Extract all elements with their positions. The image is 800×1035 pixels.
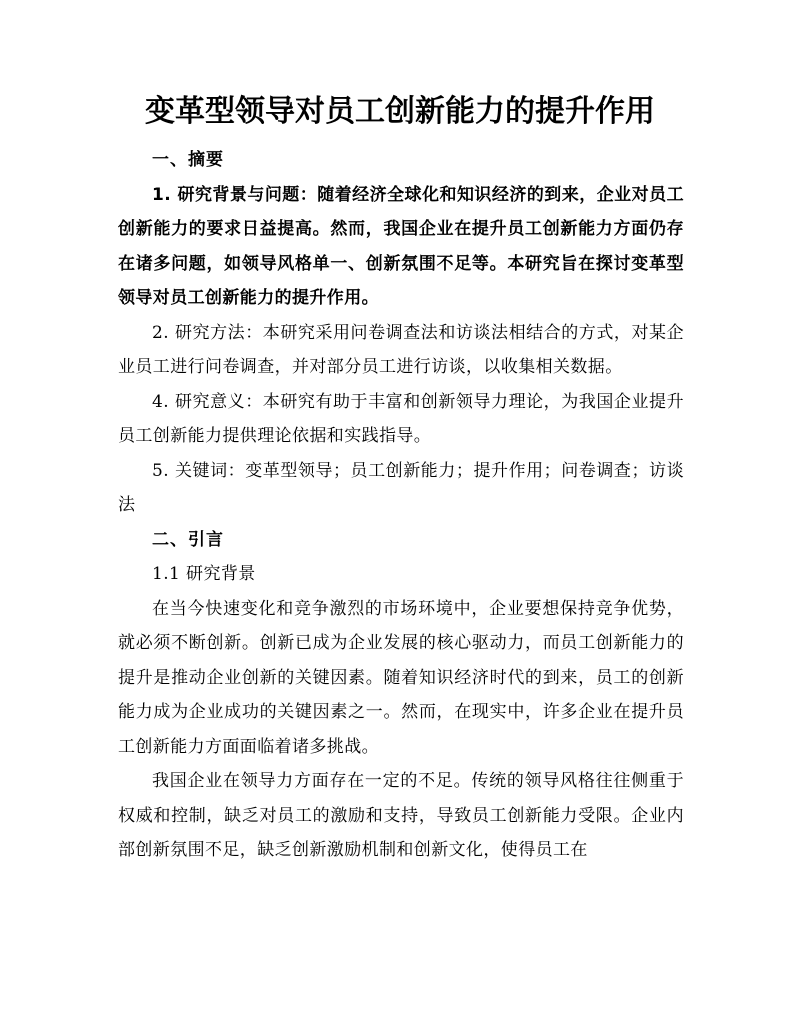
intro-paragraph-2: 我国企业在领导力方面存在一定的不足。传统的领导风格往往侧重于权威和控制，缺乏对员工的激励和支持，导致员工创新能力受限。企业内部创新氛围不足，缺乏创新激励机制和创新文化，使得员工在 — [118, 771, 684, 860]
abstract-item-5: 5. 关键词：变革型领导；员工创新能力；提升作用；问卷调查；访谈法 — [118, 460, 684, 515]
section-heading-intro: 二、引言 — [152, 529, 224, 550]
subsection-heading-1-1: 1.1 研究背景 — [152, 564, 256, 584]
document-body — [118, 143, 684, 868]
intro-paragraph-1: 在当今快速变化和竞争激烈的市场环境中，企业要想保持竞争优势，就必须不断创新。创新已成为企业发展的核心驱动力，而员工创新能力的提升是推动企业创新的关键因素。随着知识经济时代的到来，员工的创新能力成为企业成功的关键因素之一。然而，在现实中，许多企业在提升员工创新能力方面面临着诸多挑战。 — [118, 598, 684, 757]
abstract-item-2: 2. 研究方法：本研究采用问卷调查法和访谈法相结合的方式，对某企业员工进行问卷调查，并对部分员工进行访谈，以收集相关数据。 — [118, 322, 684, 377]
section-heading-abstract: 一、摘要 — [152, 150, 224, 170]
abstract-item-1: 1. 研究背景与问题：随着经济全球化和知识经济的到来，企业对员工创新能力的要求日益提高。然而，我国企业在提升员工创新能力方面仍存在诸多问题，如领导风格单一、创新氛围不足等。本研究旨在探讨变革型领导对员工创新能力的提升作用。 — [118, 184, 684, 308]
abstract-item-4: 4. 研究意义：本研究有助于丰富和创新领导力理论，为我国企业提升员工创新能力提供理论依据和实践指导。 — [118, 391, 684, 446]
document-title: 变革型领导对员工创新能力的提升作用 — [145, 94, 655, 129]
